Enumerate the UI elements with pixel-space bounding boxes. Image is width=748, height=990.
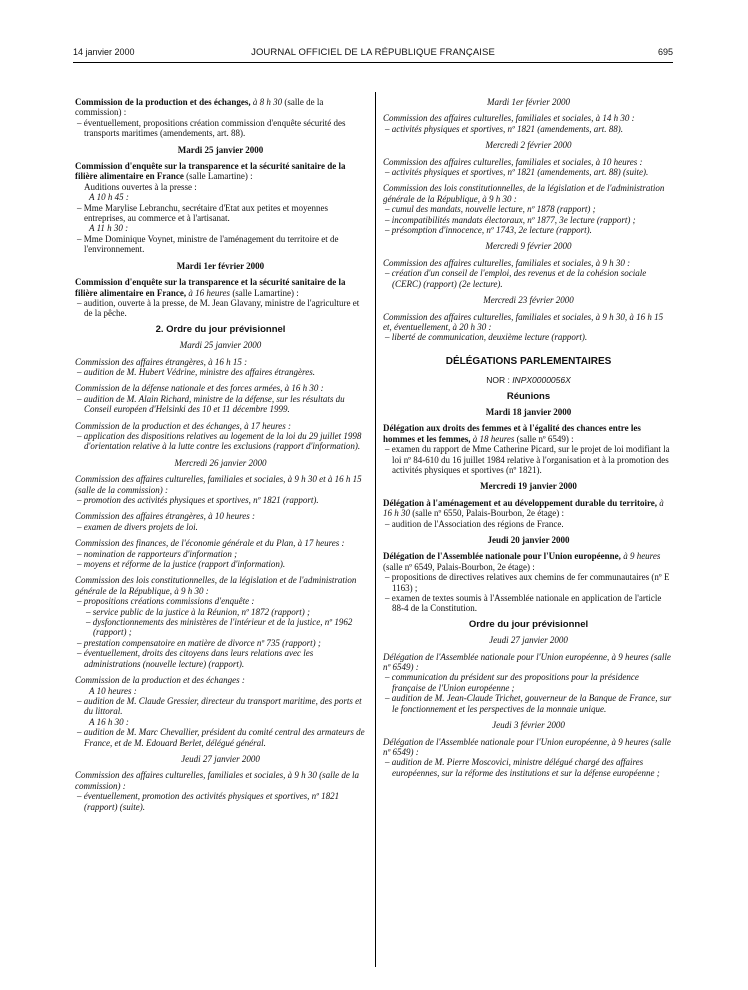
section-heading: Réunions [506, 390, 551, 402]
block-heading: Commission des lois constitutionnelles, de la législation et de l'administration générale de la République, à 9 h 30 : [75, 575, 357, 596]
header-rule [73, 62, 673, 63]
agenda-block [383, 737, 674, 779]
time-line: A 10 heures : [89, 685, 137, 696]
agenda-item: – éventuellement, promotion des activités physiques et sportives, nº 1821 (rapport) (suite). [77, 791, 340, 812]
block-note: Auditions ouvertes à la presse : [84, 181, 197, 192]
agenda-item: – incompatibilités mandats électoraux, nº 1877, 3e lecture (rapport) ; [385, 214, 636, 225]
agenda-item: – propositions créations commissions d'enquête : [77, 596, 255, 607]
left-column [75, 97, 366, 818]
agenda-item: – éventuellement, droits des citoyens dans leurs relations avec les administrations (nouvelle lecture) (rapport). [77, 648, 314, 669]
date-heading: Jeudi 3 février 2000 [492, 720, 565, 731]
agenda-block [75, 474, 366, 505]
agenda-block [75, 421, 366, 452]
block-heading: Commission de la production et des échanges, [75, 97, 251, 107]
agenda-block [383, 551, 674, 613]
right-column [383, 97, 674, 784]
agenda-block [383, 183, 674, 235]
block-time: à 8 h 30 [252, 97, 283, 107]
agenda-subitem: – dysfonctionnements des ministères de l'intérieur et de la justice, nº 1962 (rapport) ; [86, 617, 353, 638]
agenda-item: – présomption d'innocence, nº 1743, 2e lecture (rapport). [385, 225, 592, 236]
agenda-block [75, 538, 366, 569]
agenda-subitem: – service public de la justice à la Réunion, nº 1872 (rapport) ; [86, 606, 310, 617]
block-room: (salle nº 6549) : [516, 433, 574, 444]
block-heading: Délégation de l'Assemblée nationale pour l'Union européenne, à 9 heures (salle nº 6549) : [383, 651, 671, 673]
agenda-item: – activités physiques et sportives, nº 1821 (amendements, art. 88) (suite). [385, 167, 649, 178]
block-heading: Délégation de l'Assemblée nationale pour l'Union européenne, à 9 heures (salle nº 6549) : [383, 736, 671, 757]
block-time: à 16 h 30 [383, 497, 664, 519]
agenda-item: – audition, ouverte à la presse, de M. Jean Glavany, ministre de l'agriculture et de la pêche. [77, 297, 360, 319]
nor-reference [383, 375, 674, 385]
block-heading: Commission de la production et des échanges : [75, 675, 245, 686]
block-room: (salle nº 6550, Palais-Bourbon, 2e étage) : [412, 508, 565, 519]
block-heading: Commission des finances, de l'économie générale et du Plan, à 17 heures : [75, 538, 345, 549]
agenda-item: – communication du président sur des propositions pour la présidence française de l'Union européenne ; [385, 672, 639, 693]
agenda-item: – audition de M. Marc Chevallier, président du comité central des armateurs de France, et de M. Edouard Berlet, délégué général. [77, 727, 365, 748]
header-date: 14 janvier 2000 [73, 47, 135, 57]
page-number: 695 [657, 47, 673, 57]
date-heading: Jeudi 27 janvier 2000 [489, 635, 568, 646]
agenda-item: – audition de M. Jean-Claude Trichet, gouverneur de la Banque de France, sur le fonctionnement et les perspectives de la monnaie unique. [385, 693, 672, 714]
block-heading: Commission de la production et des échanges, à 17 heures : [75, 420, 292, 431]
block-heading: Commission des affaires culturelles, familiales et sociales, à 9 h 30 et à 16 h 15 (salle de la commission) : [75, 474, 362, 495]
block-heading: Commission des affaires étrangères, à 16 h 15 : [75, 356, 248, 367]
date-heading: Mardi 1er février 2000 [176, 260, 265, 271]
agenda-item: – nomination de rapporteurs d'information ; [77, 548, 238, 559]
block-heading: Commission de la défense nationale et des forces armées, à 16 h 30 : [75, 383, 324, 394]
block-heading: Commission des affaires culturelles, familiales et sociales, à 14 h 30 : [383, 113, 635, 124]
agenda-block [75, 675, 366, 748]
agenda-item: – moyens et réforme de la justice (rapport d'information). [77, 559, 286, 570]
journal-title: JOURNAL OFFICIEL DE LA RÉPUBLIQUE FRANÇAISE [251, 47, 495, 58]
agenda-block [75, 511, 366, 532]
agenda-block [383, 312, 674, 343]
agenda-item: – application des dispositions relatives au logement de la loi du 29 juillet 1998 d'orientation relative à la lutte contre les exclusions (rapport d'information). [77, 430, 362, 452]
nor-value: INPX0000056X [512, 375, 571, 386]
block-heading: Commission d'enquête sur la transparence et la sécurité sanitaire de la filière alimentaire en France, [75, 277, 346, 298]
agenda-block [75, 357, 366, 378]
section-heading: DÉLÉGATIONS PARLEMENTAIRES [445, 355, 612, 367]
agenda-item: – audition de M. Pierre Moscovici, ministre délégué chargé des affaires européennes, sur la réforme des institutions et sur la défense européenne ; [385, 757, 660, 778]
block-room: (salle de la commission) : [75, 97, 324, 118]
date-heading: Mardi 25 janvier 2000 [179, 340, 262, 351]
block-heading: Délégation de l'Assemblée nationale pour l'Union européenne, [383, 551, 621, 562]
agenda-block [75, 97, 366, 139]
block-heading: Commission des affaires culturelles, familiales et sociales, à 9 h 30 (salle de la commission) : [75, 770, 360, 791]
block-heading: Délégation à l'aménagement et au développement durable du territoire, [383, 497, 658, 508]
agenda-block [383, 113, 674, 134]
block-time: à 9 heures [623, 551, 661, 562]
time-line: A 11 h 30 : [89, 223, 129, 234]
date-heading: Mercredi 9 février 2000 [485, 241, 572, 252]
agenda-item: – audition de M. Claude Gressier, directeur du transport maritime, des ports et du littoral. [77, 695, 362, 717]
block-time: à 16 heures [188, 287, 231, 298]
agenda-item: – examen de divers projets de loi. [77, 521, 198, 532]
agenda-item: – examen de textes soumis à l'Assemblée nationale en application de l'article 88-4 de la Constitution. [385, 593, 662, 614]
block-room: (salle Lamartine) : [232, 287, 299, 298]
nor-label: NOR : [486, 375, 510, 386]
agenda-block [383, 498, 674, 529]
block-heading: Commission des affaires étrangères, à 10 heures : [75, 511, 255, 522]
agenda-block [383, 423, 674, 475]
column-divider [375, 92, 376, 967]
agenda-item: – activités physiques et sportives, nº 1821 (amendements, art. 88). [385, 123, 623, 134]
agenda-item: – Mme Marylise Lebranchu, secrétaire d'Etat aux petites et moyennes entreprises, au commerce et à l'artisanat. [77, 202, 329, 224]
page-header [73, 47, 673, 61]
time-line: A 16 h 30 : [89, 716, 129, 727]
agenda-block [75, 161, 366, 255]
block-heading: Commission des affaires culturelles, familiales et sociales, à 9 h 30 : [383, 257, 631, 268]
agenda-block [383, 258, 674, 289]
block-room: (salle Lamartine) : [186, 171, 253, 182]
agenda-block [75, 575, 366, 669]
agenda-block [383, 652, 674, 714]
agenda-item: – audition de M. Hubert Védrine, ministre des affaires étrangères. [77, 366, 315, 377]
date-heading: Mardi 18 janvier 2000 [485, 406, 572, 417]
block-heading: Commission des affaires culturelles, familiales et sociales, à 9 h 30, à 16 h 15 et, éventuellement, à 20 h 30 : [383, 311, 664, 332]
agenda-block [75, 277, 366, 319]
date-heading: Mardi 1er février 2000 [487, 97, 570, 107]
date-heading: Mercredi 26 janvier 2000 [174, 457, 267, 468]
block-heading: Délégation aux droits des femmes et à l'égalité des chances entre les hommes et les femmes, [383, 423, 641, 444]
agenda-item: – liberté de communication, deuxième lecture (rapport). [385, 332, 588, 343]
time-line: A 10 h 45 : [89, 192, 129, 203]
agenda-block [383, 157, 674, 178]
date-heading: Mercredi 19 janvier 2000 [480, 481, 577, 492]
date-heading: Mercredi 23 février 2000 [483, 295, 574, 306]
section-heading: Ordre du jour prévisionnel [468, 618, 589, 630]
agenda-item: – prestation compensatoire en matière de divorce nº 735 (rapport) ; [77, 637, 321, 648]
agenda-item: – cumul des mandats, nouvelle lecture, nº 1878 (rapport) ; [385, 204, 596, 215]
date-heading: Jeudi 20 janvier 2000 [487, 535, 570, 545]
agenda-item: – Mme Dominique Voynet, ministre de l'aménagement du territoire et de l'environnement. [77, 233, 339, 255]
block-time: à 18 heures [472, 433, 515, 444]
agenda-block [75, 383, 366, 414]
date-heading: Mardi 25 janvier 2000 [177, 144, 264, 155]
agenda-item: – éventuellement, propositions création commission d'enquête sécurité des transports maritimes (amendements, art. 88). [77, 117, 346, 139]
date-heading: Jeudi 27 janvier 2000 [181, 753, 260, 764]
section-heading: 2. Ordre du jour prévisionnel [155, 323, 286, 335]
agenda-item: – audition de M. Alain Richard, ministre de la défense, sur les résultats du Conseil européen d'Helsinki des 10 et 11 décembre 1999. [77, 393, 345, 415]
date-heading: Mercredi 2 février 2000 [485, 140, 572, 151]
block-heading: Commission d'enquête sur la transparence et la sécurité sanitaire de la filière alimentaire en France [75, 161, 346, 182]
agenda-item: – promotion des activités physiques et sportives, nº 1821 (rapport). [77, 495, 319, 505]
agenda-item: – examen du rapport de Mme Catherine Picard, sur le projet de loi modifiant la loi nº 84-610 du 16 juillet 1984 relative à l'organisation et à la promotion des activités physiques et sportives (nº 1821). [385, 444, 670, 475]
agenda-item: – audition de l'Association des régions de France. [385, 518, 564, 529]
agenda-block [75, 770, 366, 812]
block-heading: Commission des lois constitutionnelles, de la législation et de l'administration générale de la République, à 9 h 30 : [383, 183, 665, 204]
agenda-item: – création d'un conseil de l'emploi, des revenus et de la cohésion sociale (CERC) (rapport) (2e lecture). [385, 268, 647, 289]
agenda-item: – propositions de directives relatives aux chemins de fer communautaires (nº E 1163) ; [385, 572, 670, 593]
block-heading: Commission des affaires culturelles, familiales et sociales, à 10 heures : [383, 156, 643, 167]
block-room: (salle nº 6549, Palais-Bourbon, 2e étage) : [383, 561, 535, 572]
